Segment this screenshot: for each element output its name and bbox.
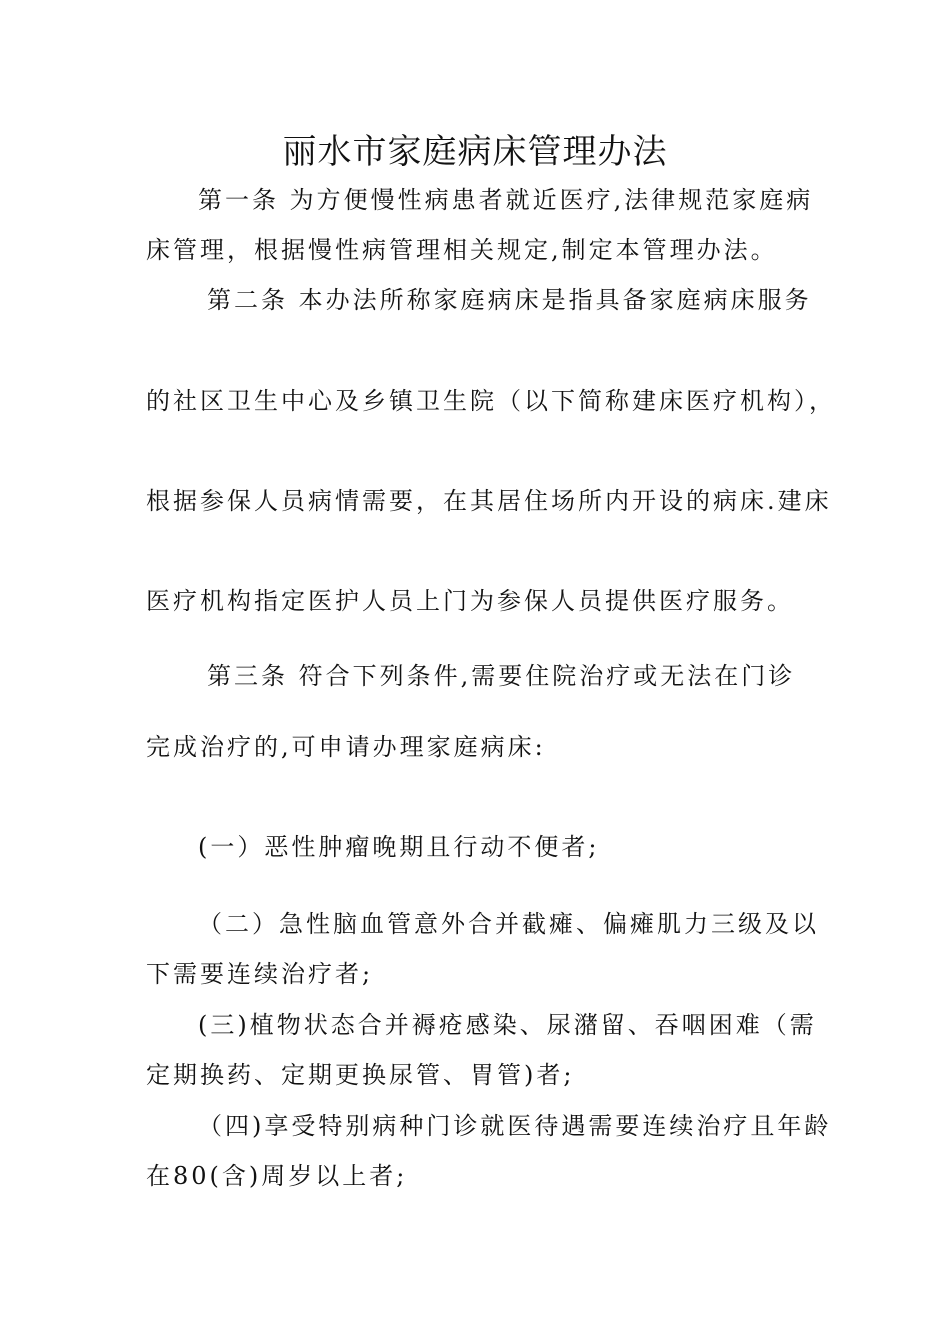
list-item-1: (一）恶性肿瘤晚期且行动不便者; [198,833,600,861]
list-item-2-line-2: 下需要连续治疗者; [146,960,374,988]
list-item-4-line-1: （四)享受特别病种门诊就医待遇需要连续治疗且年龄 [198,1112,832,1140]
list-item-4-line-2: 在80(含)周岁以上者; [146,1162,408,1190]
article-3-line-2: 完成治疗的,可申请办理家庭病床: [146,733,546,761]
list-item-2-line-1: （二）急性脑血管意外合并截瘫、偏瘫肌力三级及以 [198,910,819,938]
article-2-line-2: 的社区卫生中心及乡镇卫生院（以下简称建床医疗机构）， [146,387,836,415]
article-1-line-2: 床管理，根据慢性病管理相关规定,制定本管理办法。 [146,236,778,264]
list-item-3-line-2: 定期换药、定期更换尿管、胃管)者; [146,1061,575,1089]
article-1-line-1: 第一条 为方便慢性病患者就近医疗,法律规范家庭病 [198,186,814,214]
list-item-3-line-1: (三)植物状态合并褥疮感染、尿潴留、吞咽困难（需 [198,1011,817,1039]
article-2-line-1: 第二条 本办法所称家庭病床是指具备家庭病床服务 [207,286,812,314]
article-3-line-1: 第三条 符合下列条件,需要住院治疗或无法在门诊 [207,662,796,690]
article-2-line-3: 根据参保人员病情需要，在其居住场所内开设的病床.建床 [146,487,832,515]
document-title: 丽水市家庭病床管理办法 [282,132,668,172]
article-2-line-4: 医疗机构指定医护人员上门为参保人员提供医疗服务。 [146,587,794,615]
